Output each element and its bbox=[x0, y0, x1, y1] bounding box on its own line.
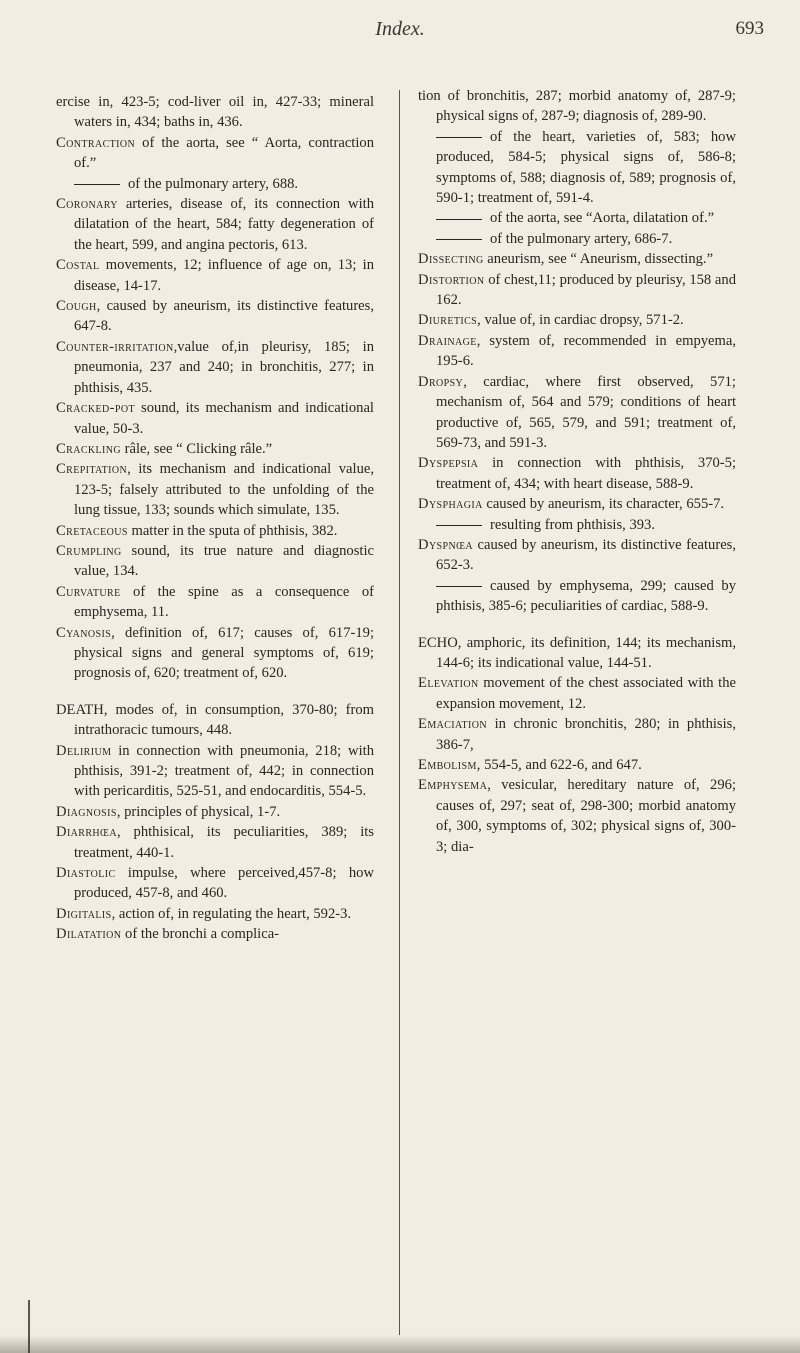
entry-text: movements, 12; influence of age on, 13; in disease, 14-17. bbox=[74, 257, 374, 294]
entry-heading: Cough bbox=[56, 298, 97, 315]
index-entry bbox=[56, 904, 374, 924]
entry-heading: Cracked-pot bbox=[56, 400, 135, 417]
entry-text: , system of, recommended in empyema, 195-6. bbox=[436, 332, 736, 370]
entry-text: in chronic bronchitis, 280; in phthisis, 386-7, bbox=[436, 716, 736, 753]
index-entry bbox=[418, 127, 736, 209]
entry-heading: Diarrhœa bbox=[56, 824, 117, 841]
entry-heading: Dysphagia bbox=[418, 496, 483, 513]
page-edge-shadow bbox=[0, 1335, 800, 1353]
entry-text: , principles of physical, 1-7. bbox=[116, 803, 281, 820]
entry-heading: Drainage bbox=[418, 332, 477, 349]
entry-heading: Dyspepsia bbox=[418, 455, 479, 472]
entry-text: , definition of, 617; causes of, 617-19; physical signs and general symptoms of, 619; prognosis of, 620; treatment of, 620. bbox=[74, 624, 374, 682]
entry-text: , vesicular, hereditary nature of, 296; causes of, 297; seat of, 298-300; morbid anatomy of, 300, symptoms of, 302; physical signs of, 300-3; dia- bbox=[436, 777, 736, 855]
entry-text: tion of bronchitis, 287; morbid anatomy of, 287-9; physical signs of, 287-9; diagnosis of, 289-90. bbox=[418, 88, 736, 125]
entry-heading: Embolism bbox=[418, 757, 477, 773]
entry-heading: Delirium bbox=[56, 742, 112, 759]
entry-heading: Cyanosis bbox=[56, 624, 112, 641]
entry-text: arteries, disease of, its connection with dilatation of the heart, 584; fatty degeneration of the heart, 599, and angina pectoris, 613. bbox=[74, 196, 374, 253]
index-entry bbox=[418, 535, 736, 576]
entry-heading: Dilatation bbox=[56, 926, 122, 943]
entry-heading: Diuretics bbox=[418, 312, 478, 329]
index-column-left bbox=[56, 92, 374, 945]
index-entry bbox=[56, 133, 374, 174]
index-entry bbox=[56, 337, 374, 398]
index-entry bbox=[56, 863, 374, 904]
entry-text: râle, see “ Clicking râle.” bbox=[121, 440, 273, 457]
entry-text: movement of the chest associated with the expansion movement, 12. bbox=[436, 675, 736, 712]
entry-text: sound, its mechanism and indicational value, 50-3. bbox=[74, 400, 374, 437]
entry-text: aneurism, see “ Aneurism, dissecting.” bbox=[483, 251, 714, 268]
index-entry bbox=[418, 86, 736, 127]
index-entry bbox=[418, 494, 736, 514]
index-entry bbox=[418, 775, 736, 857]
entry-heading: Distortion bbox=[418, 271, 485, 288]
entry-heading: Crepitation bbox=[56, 461, 128, 478]
ditto-dash bbox=[436, 137, 482, 138]
index-column-right bbox=[418, 86, 736, 857]
index-entry bbox=[56, 92, 374, 133]
entry-text: of the aorta, see “ Aorta, contraction of.” bbox=[74, 134, 374, 172]
index-entry bbox=[56, 296, 374, 337]
index-entry bbox=[418, 270, 736, 311]
entry-text: caused by aneurism, its character, 655-7. bbox=[482, 496, 725, 513]
index-entry bbox=[418, 453, 736, 494]
entry-heading: Cretaceous bbox=[56, 522, 128, 539]
entry-text: caused by emphysema, 299; caused by phthisis, 385-6; peculiarities of cardiac, 588-9. bbox=[436, 577, 736, 615]
index-entry bbox=[418, 310, 736, 330]
entry-text: resulting from phthisis, 393. bbox=[490, 516, 655, 533]
entry-text: of the bronchi a complica- bbox=[121, 926, 280, 943]
index-entry bbox=[418, 755, 736, 775]
running-title: Index. bbox=[375, 18, 425, 40]
ditto-dash bbox=[436, 219, 482, 220]
index-entry bbox=[56, 398, 374, 439]
entry-text: in connection with phthisis, 370-5; treatment of, 434; with heart disease, 588-9. bbox=[436, 455, 736, 492]
entry-text: , amphoric, its definition, 144; its mechanism, 144-6; its indicational value, 144-51. bbox=[436, 634, 736, 671]
entry-text: ,value of,in pleurisy, 185; in pneumonia, 237 and 240; in bronchitis, 277; in phthisis, 435. bbox=[74, 338, 374, 396]
entry-heading: Emaciation bbox=[418, 716, 488, 733]
entry-heading: Elevation bbox=[418, 675, 479, 692]
entry-text: , modes of, in consumption, 370-80; from intrathoracic tumours, 448. bbox=[74, 701, 374, 739]
entry-text: of the spine as a consequence of emphysema, 11. bbox=[74, 583, 374, 621]
index-entry bbox=[56, 459, 374, 520]
ditto-dash bbox=[436, 586, 482, 587]
index-entry bbox=[56, 255, 374, 296]
entry-text: in connection with pneumonia, 218; with phthisis, 391-2; treatment of, 442; in connection with pericarditis, 525-51, and endocarditis, 554-5. bbox=[74, 742, 374, 800]
entry-heading: Digitalis bbox=[56, 905, 112, 922]
ditto-dash bbox=[436, 239, 482, 240]
entry-text: , its mechanism and indicational value, 123-5; falsely attributed to the unfolding of the lung tissue, 133; sounds which simulate, 135. bbox=[74, 461, 374, 519]
entry-heading: Emphysema bbox=[418, 777, 488, 794]
entry-text: matter in the sputa of phthisis, 382. bbox=[127, 522, 338, 539]
entry-text: , action of, in regulating the heart, 592-3. bbox=[111, 905, 352, 922]
index-entry bbox=[418, 576, 736, 617]
index-entry bbox=[56, 194, 374, 255]
index-entry bbox=[418, 372, 736, 454]
entry-text: , caused by aneurism, its distinctive features, 647-8. bbox=[74, 298, 374, 335]
index-entry bbox=[418, 249, 736, 269]
entry-heading: DEATH bbox=[56, 701, 104, 718]
entry-heading: Curvature bbox=[56, 583, 121, 600]
entry-text: ercise in, 423-5; cod-liver oil in, 427-33; mineral waters in, 434; baths in, 436. bbox=[56, 94, 374, 131]
index-entry bbox=[418, 633, 736, 674]
index-entry bbox=[56, 741, 374, 802]
entry-text: impulse, where perceived,457-8; how produced, 457-8, and 460. bbox=[74, 865, 374, 902]
entry-text: of the aorta, see “Aorta, dilatation of.” bbox=[490, 210, 715, 227]
column-divider bbox=[399, 90, 400, 1335]
entry-text: caused by aneurism, its distinctive features, 652-3. bbox=[436, 536, 736, 574]
entry-heading: Crumpling bbox=[56, 542, 122, 559]
index-entry bbox=[56, 541, 374, 582]
entry-heading: Dissecting bbox=[418, 251, 484, 268]
entry-heading: Coronary bbox=[56, 196, 118, 213]
index-entry bbox=[418, 208, 736, 228]
entry-heading: Contraction bbox=[56, 134, 136, 151]
entry-heading: Diagnosis bbox=[56, 803, 117, 820]
index-entry bbox=[56, 700, 374, 741]
index-entry bbox=[418, 331, 736, 372]
entry-heading: ECHO bbox=[418, 634, 458, 651]
index-entry bbox=[418, 714, 736, 755]
ditto-dash bbox=[74, 184, 120, 185]
entry-heading: Dropsy bbox=[418, 373, 464, 390]
ditto-dash bbox=[436, 525, 482, 526]
entry-heading: Counter-irritation bbox=[56, 338, 174, 355]
entry-text: of the heart, varieties of, 583; how produced, 584-5; physical signs of, 586-8; symptoms of, 588; diagnosis of, 589; prognosis of, 590-1; treatment of, 591-4. bbox=[436, 128, 736, 207]
entry-text: of the pulmonary artery, 686-7. bbox=[490, 230, 673, 247]
entry-text: of the pulmonary artery, 688. bbox=[128, 175, 299, 192]
entry-heading: Costal bbox=[56, 257, 100, 274]
index-entry bbox=[56, 174, 374, 194]
entry-text: , value of, in cardiac dropsy, 571-2. bbox=[477, 312, 684, 329]
entry-text: sound, its true nature and diagnostic value, 134. bbox=[74, 542, 374, 580]
entry-text: , 554-5, and 622-6, and 647. bbox=[476, 757, 642, 773]
index-entry bbox=[418, 515, 736, 535]
index-entry bbox=[56, 623, 374, 684]
entry-heading: Diastolic bbox=[56, 865, 116, 882]
index-entry bbox=[56, 924, 374, 944]
index-entry bbox=[418, 673, 736, 714]
entry-text: , cardiac, where first observed, 571; mechanism of, 564 and 579; conditions of heart productive of, 565, 579, and 591; treatment of, 569-73, and 591-3. bbox=[436, 373, 736, 451]
index-entry bbox=[56, 582, 374, 623]
entry-text: of chest,11; produced by pleurisy, 158 and 162. bbox=[436, 271, 736, 309]
entry-heading: Dyspnœa bbox=[418, 536, 474, 553]
entry-heading: Crackling bbox=[56, 440, 121, 457]
index-entry bbox=[56, 521, 374, 541]
index-entry bbox=[56, 802, 374, 822]
page-header bbox=[0, 12, 800, 42]
page-number: 693 bbox=[735, 18, 764, 39]
index-entry bbox=[56, 439, 374, 459]
entry-text: , phthisical, its peculiarities, 389; its treatment, 440-1. bbox=[74, 824, 374, 861]
index-entry bbox=[418, 229, 736, 249]
index-entry bbox=[56, 822, 374, 863]
